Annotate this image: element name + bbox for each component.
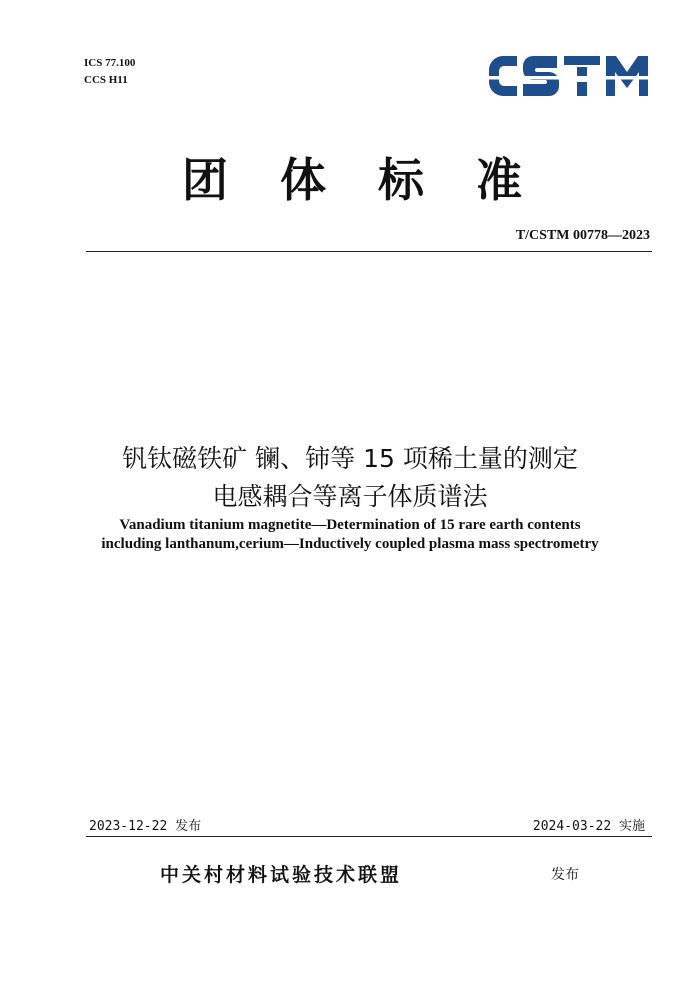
standard-number: T/CSTM 00778—2023 <box>515 228 650 243</box>
footer-divider <box>86 836 652 837</box>
classification-codes <box>84 55 135 89</box>
cstm-logo-graphic <box>487 52 652 100</box>
chinese-title-line-2: 电感耦合等离子体质谱法 <box>212 482 488 511</box>
cstm-logo <box>487 52 652 100</box>
chinese-title <box>0 440 700 516</box>
chinese-title-line-1: 钒钛磁铁矿 镧、铈等 15 项稀土量的测定 <box>122 444 578 473</box>
english-title-line-2: including lanthanum,cerium—Inductively coupled plasma mass spectrometry <box>101 536 599 552</box>
issuing-organization: 中关村材料试验技术联盟 <box>160 864 403 886</box>
standard-type-title: 团 体 标 准 <box>181 153 541 207</box>
ccs-code: CCS H11 <box>84 74 128 86</box>
header-divider <box>86 251 652 252</box>
issue-label: 发布 <box>551 867 579 883</box>
implementation-date: 2024-03-22 实施 <box>532 819 645 834</box>
ics-code: ICS 77.100 <box>84 57 136 69</box>
english-title <box>0 516 700 554</box>
issue-date: 2023-12-22 发布 <box>89 819 202 834</box>
english-title-line-1: Vanadium titanium magnetite—Determination of 15 rare earth contents <box>119 517 581 533</box>
